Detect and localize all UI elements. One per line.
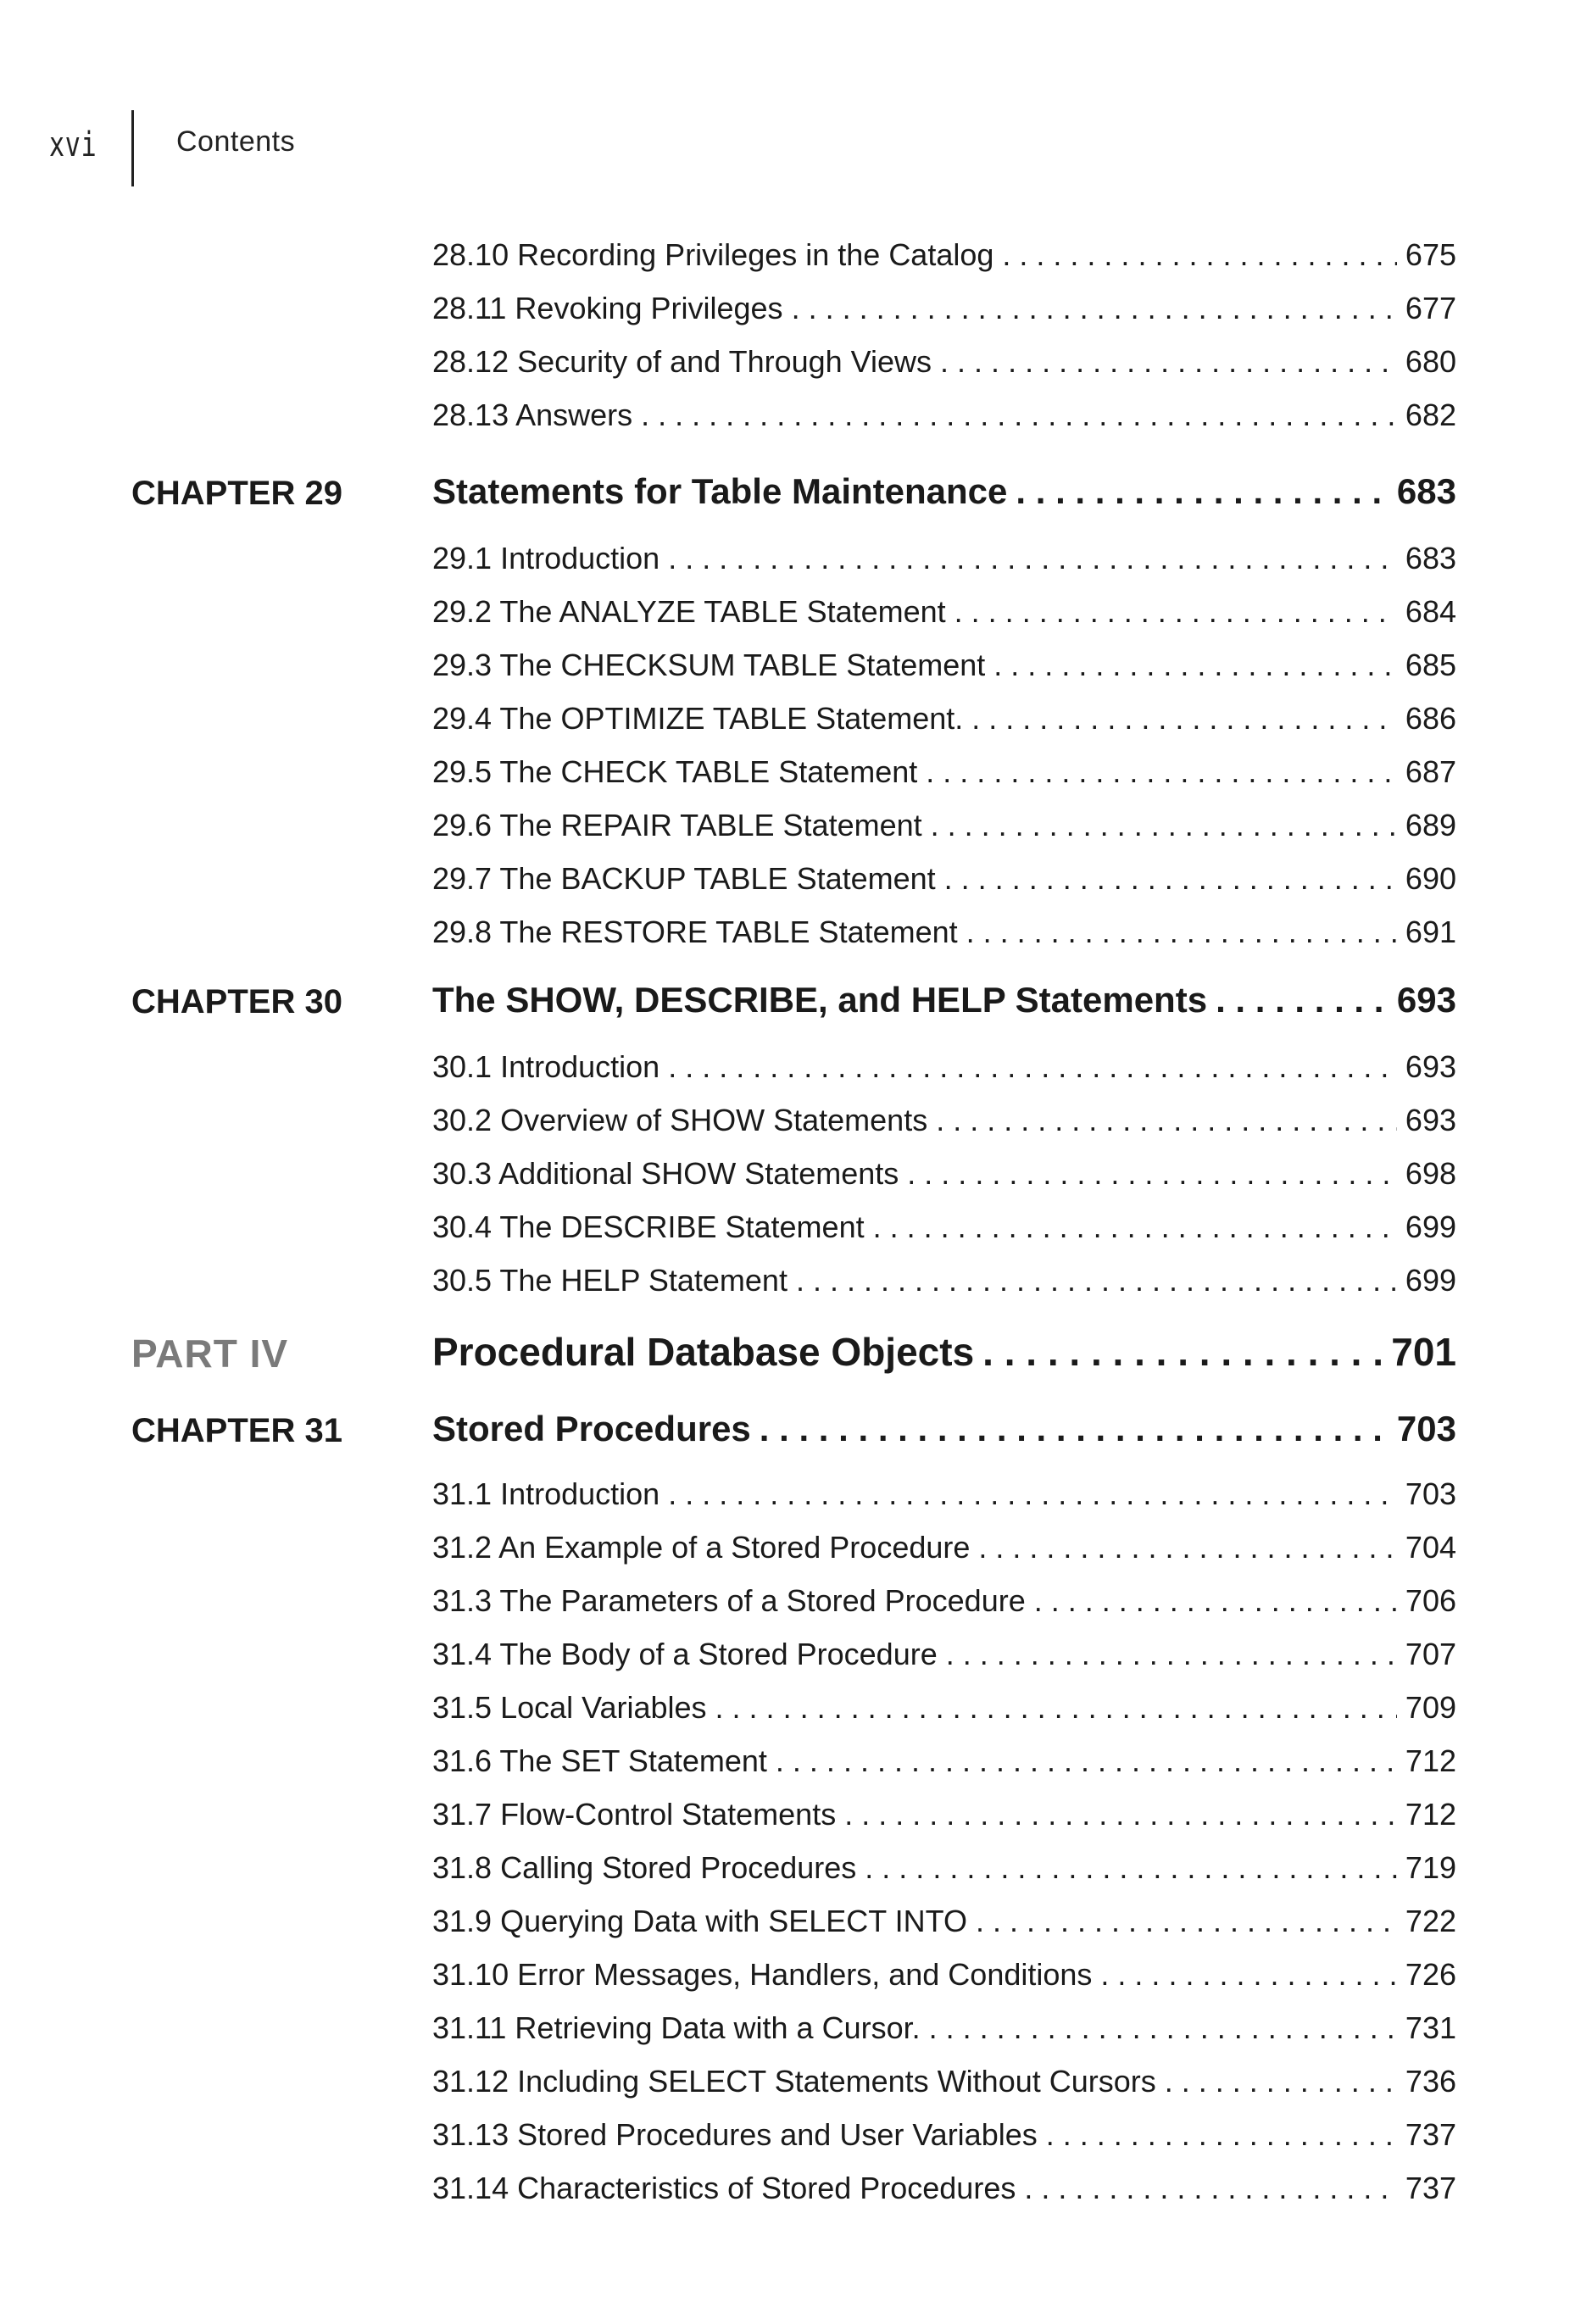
- toc-entry[interactable]: [432, 1476, 1456, 1512]
- toc-entry[interactable]: [432, 291, 1456, 326]
- toc-entry-title: 30.3 Additional SHOW Statements: [432, 1156, 899, 1191]
- dot-leader: [978, 1530, 1397, 1565]
- toc-entry-title: 31.2 An Example of a Stored Procedure: [432, 1530, 971, 1565]
- part-page: 701: [1391, 1330, 1456, 1374]
- chapter-title: Statements for Table Maintenance: [432, 471, 1008, 511]
- toc-entry[interactable]: [432, 2010, 1456, 2046]
- part-title: Procedural Database Objects: [432, 1330, 975, 1374]
- toc-entry-title: 30.2 Overview of SHOW Statements: [432, 1103, 928, 1137]
- toc-entry-title: 31.3 The Parameters of a Stored Procedure: [432, 1583, 1026, 1618]
- toc-entry[interactable]: [432, 1156, 1456, 1192]
- dot-leader: [1165, 2064, 1397, 2099]
- toc-entry-title: 28.10 Recording Privileges in the Catalog: [432, 237, 994, 272]
- toc-entry-page: 680: [1405, 344, 1456, 379]
- toc-entry[interactable]: [432, 1530, 1456, 1565]
- dot-leader: [1034, 1583, 1397, 1619]
- toc-entry-title: 30.1 Introduction: [432, 1049, 660, 1084]
- toc-entry[interactable]: [432, 648, 1456, 683]
- toc-entry-title: 30.5 The HELP Statement: [432, 1263, 788, 1298]
- toc-entry-title: 31.14 Characteristics of Stored Procedures: [432, 2171, 1016, 2205]
- toc-entry-page: 690: [1405, 861, 1456, 896]
- toc-entry[interactable]: [432, 1103, 1456, 1138]
- toc-entry[interactable]: [432, 1743, 1456, 1779]
- toc-entry-title: 28.13 Answers: [432, 398, 633, 432]
- toc-entry-title: 31.12 Including SELECT Statements Without Cursors: [432, 2064, 1156, 2099]
- dot-leader: [954, 594, 1397, 630]
- dot-leader: [926, 754, 1397, 790]
- toc-entry[interactable]: [432, 594, 1456, 630]
- toc-entry[interactable]: [432, 1957, 1456, 1993]
- toc-entry-page: 685: [1405, 648, 1456, 682]
- toc-entry[interactable]: [432, 1797, 1456, 1832]
- toc-entry-page: 731: [1405, 2010, 1456, 2045]
- chapter-page: 683: [1396, 471, 1456, 511]
- toc-entry-page: 712: [1405, 1743, 1456, 1778]
- toc-entry-page: 682: [1405, 398, 1456, 432]
- running-title: Contents: [176, 125, 296, 158]
- dot-leader: [844, 1797, 1397, 1832]
- toc-entry-page: 709: [1405, 1690, 1456, 1725]
- page-folio: xvi: [49, 125, 97, 164]
- toc-entry-title: 29.7 The BACKUP TABLE Statement: [432, 861, 936, 896]
- chapter-entry[interactable]: [432, 980, 1456, 1020]
- toc-entry-title: 31.1 Introduction: [432, 1476, 660, 1511]
- toc-entry[interactable]: [432, 1637, 1456, 1672]
- chapter-page: 693: [1396, 980, 1456, 1020]
- toc-entry-title: 31.13 Stored Procedures and User Variables: [432, 2117, 1038, 2152]
- toc-entry[interactable]: [432, 1690, 1456, 1726]
- toc-entry[interactable]: [432, 1583, 1456, 1619]
- toc-entry-title: 29.3 The CHECKSUM TABLE Statement: [432, 648, 986, 682]
- chapter-label: CHAPTER 31: [131, 1412, 342, 1449]
- dot-leader: [946, 1637, 1397, 1672]
- toc-entry-page: 712: [1405, 1797, 1456, 1832]
- toc-entry-page: 737: [1405, 2117, 1456, 2152]
- chapter-entry[interactable]: [432, 471, 1456, 512]
- toc-entry-page: 687: [1405, 754, 1456, 789]
- dot-leader: [907, 1156, 1397, 1192]
- dot-leader: [929, 2010, 1397, 2046]
- toc-entry[interactable]: [432, 1904, 1456, 1939]
- toc-entry-title: 31.10 Error Messages, Handlers, and Conditions: [432, 1957, 1093, 1992]
- toc-entry-page: 699: [1405, 1263, 1456, 1298]
- toc-entry[interactable]: [432, 2064, 1456, 2099]
- toc-entry-title: 31.6 The SET Statement: [432, 1743, 767, 1778]
- toc-entry-title: 31.7 Flow-Control Statements: [432, 1797, 837, 1832]
- dot-leader: [971, 701, 1397, 737]
- toc-entry-page: 722: [1405, 1904, 1456, 1938]
- header-rule: [131, 110, 134, 186]
- toc-entry[interactable]: [432, 237, 1456, 273]
- part-entry[interactable]: [432, 1329, 1456, 1375]
- dot-leader: [873, 1209, 1397, 1245]
- toc-entry[interactable]: [432, 344, 1456, 380]
- toc-entry-title: 28.12 Security of and Through Views: [432, 344, 932, 379]
- toc-entry-page: 726: [1405, 1957, 1456, 1992]
- dot-leader: [668, 1476, 1397, 1512]
- toc-entry-page: 675: [1405, 237, 1456, 272]
- toc-entry-title: 31.5 Local Variables: [432, 1690, 707, 1725]
- dot-leader: [982, 1329, 1383, 1375]
- dot-leader: [976, 1904, 1397, 1939]
- toc-entry-page: 689: [1405, 808, 1456, 842]
- dot-leader: [940, 344, 1397, 380]
- toc-entry-page: 693: [1405, 1103, 1456, 1137]
- toc-entry-page: 703: [1405, 1476, 1456, 1511]
- chapter-page: 703: [1396, 1409, 1456, 1448]
- dot-leader: [668, 541, 1397, 576]
- chapter-entry[interactable]: [432, 1409, 1456, 1449]
- dot-leader: [776, 1743, 1397, 1779]
- dot-leader: [1100, 1957, 1397, 1993]
- toc-entry-title: 30.4 The DESCRIBE Statement: [432, 1209, 865, 1244]
- toc-entry-title: 29.4 The OPTIMIZE TABLE Statement.: [432, 701, 964, 736]
- toc-entry[interactable]: [432, 1263, 1456, 1298]
- dot-leader: [931, 808, 1397, 843]
- dot-leader: [641, 398, 1397, 433]
- running-header: [0, 110, 1575, 186]
- part-label: PART IV: [131, 1332, 289, 1376]
- toc-entry-title: 31.8 Calling Stored Procedures: [432, 1850, 857, 1885]
- dot-leader: [1216, 980, 1389, 1020]
- toc-entry-page: 699: [1405, 1209, 1456, 1244]
- toc-entry-page: 707: [1405, 1637, 1456, 1671]
- toc-entry-title: 31.4 The Body of a Stored Procedure: [432, 1637, 938, 1671]
- toc-entry-title: 28.11 Revoking Privileges: [432, 291, 783, 325]
- dot-leader: [1016, 471, 1389, 512]
- toc-entry-title: 29.8 The RESTORE TABLE Statement: [432, 915, 958, 949]
- toc-entry[interactable]: [432, 754, 1456, 790]
- chapter-title: The SHOW, DESCRIBE, and HELP Statements: [432, 980, 1208, 1020]
- toc-entry[interactable]: [432, 915, 1456, 950]
- dot-leader: [668, 1049, 1397, 1085]
- dot-leader: [1002, 237, 1397, 273]
- toc-entry-page: 736: [1405, 2064, 1456, 2099]
- dot-leader: [936, 1103, 1397, 1138]
- dot-leader: [993, 648, 1397, 683]
- chapter-label: CHAPTER 30: [131, 983, 342, 1020]
- chapter-title: Stored Procedures: [432, 1409, 751, 1448]
- toc-entry-page: 683: [1405, 541, 1456, 575]
- toc-entry[interactable]: [432, 701, 1456, 737]
- dot-leader: [966, 915, 1397, 950]
- toc-entry[interactable]: [432, 808, 1456, 843]
- toc-entry-page: 698: [1405, 1156, 1456, 1191]
- toc-entry-page: 677: [1405, 291, 1456, 325]
- toc-entry-page: 706: [1405, 1583, 1456, 1618]
- toc-entry-page: 691: [1405, 915, 1456, 949]
- toc-entry[interactable]: [432, 541, 1456, 576]
- dot-leader: [865, 1850, 1397, 1886]
- toc-entry[interactable]: [432, 1209, 1456, 1245]
- toc-entry[interactable]: [432, 1850, 1456, 1886]
- toc-entry-title: 29.6 The REPAIR TABLE Statement: [432, 808, 922, 842]
- toc-entry-title: 29.5 The CHECK TABLE Statement: [432, 754, 918, 789]
- toc-entry[interactable]: [432, 2171, 1456, 2206]
- toc-entry-page: 693: [1405, 1049, 1456, 1084]
- toc-entry[interactable]: [432, 398, 1456, 433]
- dot-leader: [1024, 2171, 1397, 2206]
- toc-entry[interactable]: [432, 861, 1456, 897]
- chapter-label: CHAPTER 29: [131, 475, 342, 512]
- dot-leader: [792, 291, 1397, 326]
- dot-leader: [796, 1263, 1397, 1298]
- toc-entry[interactable]: [432, 1049, 1456, 1085]
- toc-entry-page: 719: [1405, 1850, 1456, 1885]
- toc-entry-page: 737: [1405, 2171, 1456, 2205]
- dot-leader: [944, 861, 1397, 897]
- dot-leader: [715, 1690, 1397, 1726]
- toc-entry-page: 686: [1405, 701, 1456, 736]
- toc-entry-page: 704: [1405, 1530, 1456, 1565]
- toc-entry-title: 31.11 Retrieving Data with a Cursor.: [432, 2010, 921, 2045]
- toc-entry-title: 29.1 Introduction: [432, 541, 660, 575]
- toc-entry[interactable]: [432, 2117, 1456, 2153]
- toc-entry-title: 31.9 Querying Data with SELECT INTO: [432, 1904, 967, 1938]
- toc-entry-page: 684: [1405, 594, 1456, 629]
- dot-leader: [1046, 2117, 1397, 2153]
- toc-entry-title: 29.2 The ANALYZE TABLE Statement: [432, 594, 946, 629]
- dot-leader: [760, 1409, 1389, 1449]
